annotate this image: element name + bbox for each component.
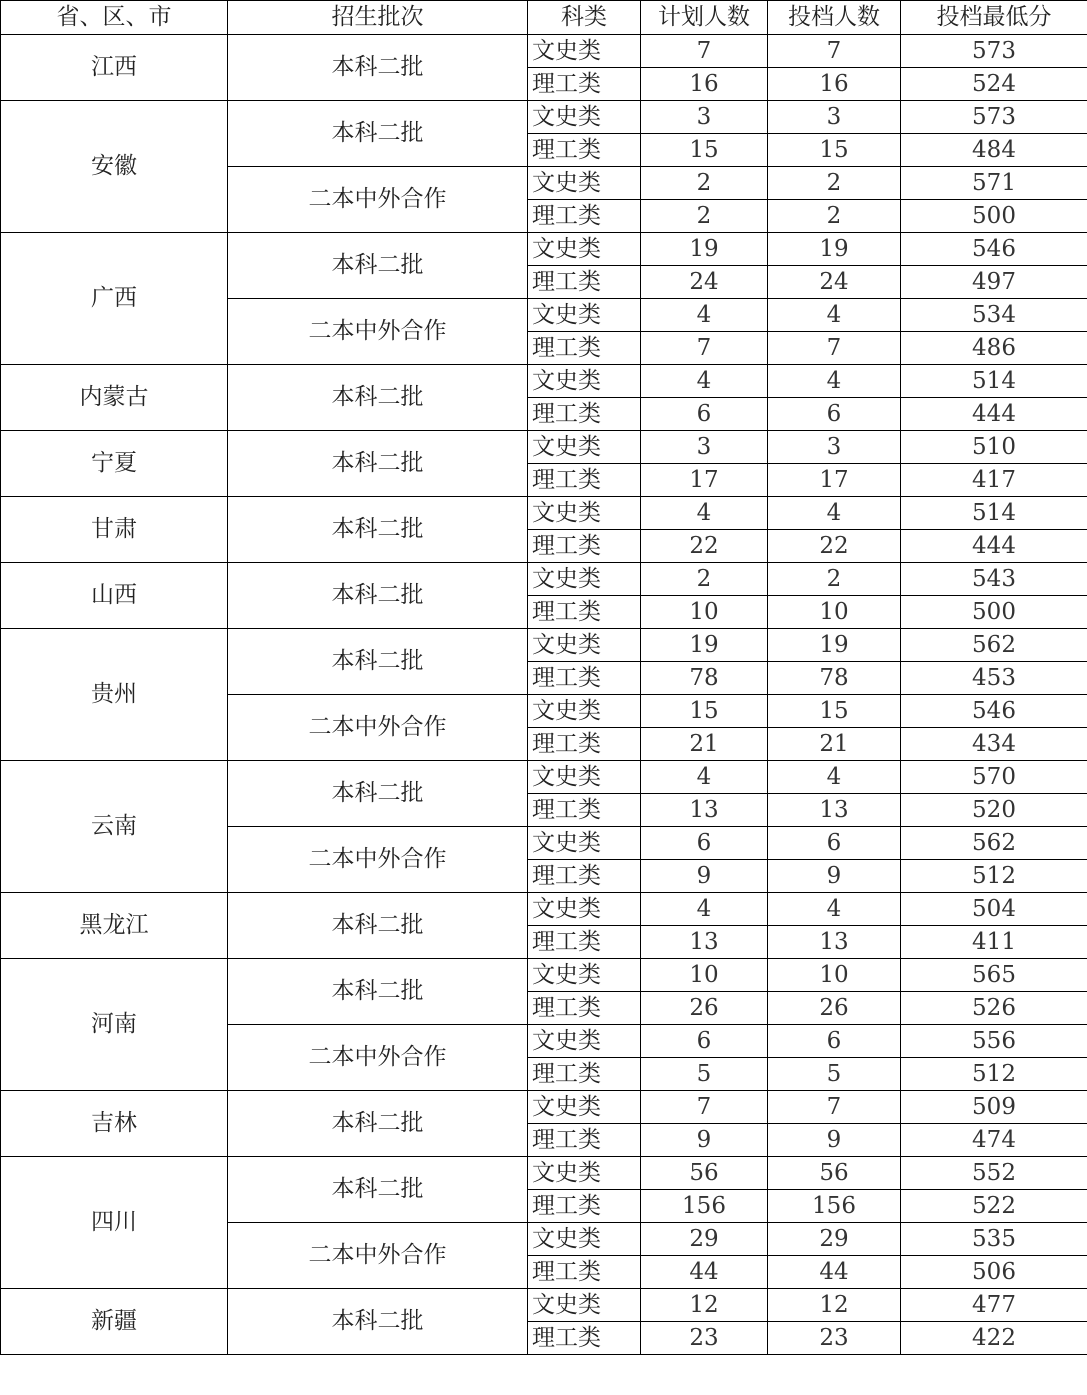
planned-cell: 26 xyxy=(641,992,768,1025)
batch-cell: 本科二批 xyxy=(228,959,528,1025)
planned-cell: 13 xyxy=(641,794,768,827)
table-row xyxy=(1,35,1087,68)
admitted-cell: 21 xyxy=(768,728,901,761)
min-score-cell: 514 xyxy=(901,497,1087,530)
category-cell: 文史类 xyxy=(528,299,641,332)
min-score-cell: 573 xyxy=(901,35,1087,68)
min-score-cell: 422 xyxy=(901,1322,1087,1355)
category-cell: 文史类 xyxy=(528,1223,641,1256)
province-cell: 广西 xyxy=(1,233,228,365)
category-cell: 文史类 xyxy=(528,1025,641,1058)
category-cell: 理工类 xyxy=(528,68,641,101)
planned-cell: 3 xyxy=(641,101,768,134)
admitted-cell: 10 xyxy=(768,959,901,992)
category-cell: 文史类 xyxy=(528,1289,641,1322)
province-cell: 江西 xyxy=(1,35,228,101)
category-cell: 理工类 xyxy=(528,662,641,695)
planned-cell: 7 xyxy=(641,35,768,68)
min-score-cell: 543 xyxy=(901,563,1087,596)
batch-cell: 本科二批 xyxy=(228,1289,528,1355)
category-cell: 文史类 xyxy=(528,1091,641,1124)
province-cell: 新疆 xyxy=(1,1289,228,1355)
province-cell: 吉林 xyxy=(1,1091,228,1157)
planned-cell: 78 xyxy=(641,662,768,695)
category-cell: 文史类 xyxy=(528,101,641,134)
min-score-cell: 417 xyxy=(901,464,1087,497)
batch-cell: 本科二批 xyxy=(228,761,528,827)
min-score-cell: 411 xyxy=(901,926,1087,959)
province-cell: 甘肃 xyxy=(1,497,228,563)
admitted-cell: 2 xyxy=(768,200,901,233)
min-score-cell: 526 xyxy=(901,992,1087,1025)
category-cell: 文史类 xyxy=(528,35,641,68)
planned-cell: 22 xyxy=(641,530,768,563)
min-score-cell: 573 xyxy=(901,101,1087,134)
min-score-cell: 524 xyxy=(901,68,1087,101)
category-cell: 文史类 xyxy=(528,695,641,728)
min-score-cell: 565 xyxy=(901,959,1087,992)
planned-cell: 29 xyxy=(641,1223,768,1256)
planned-cell: 13 xyxy=(641,926,768,959)
admitted-cell: 16 xyxy=(768,68,901,101)
min-score-cell: 512 xyxy=(901,1058,1087,1091)
batch-cell: 本科二批 xyxy=(228,893,528,959)
table-row xyxy=(1,629,1087,662)
category-cell: 理工类 xyxy=(528,266,641,299)
batch-cell: 本科二批 xyxy=(228,1091,528,1157)
admitted-cell: 3 xyxy=(768,431,901,464)
planned-cell: 4 xyxy=(641,365,768,398)
planned-cell: 4 xyxy=(641,299,768,332)
province-cell: 贵州 xyxy=(1,629,228,761)
category-cell: 文史类 xyxy=(528,233,641,266)
admitted-cell: 2 xyxy=(768,167,901,200)
min-score-cell: 512 xyxy=(901,860,1087,893)
planned-cell: 6 xyxy=(641,398,768,431)
planned-cell: 21 xyxy=(641,728,768,761)
admitted-cell: 12 xyxy=(768,1289,901,1322)
category-cell: 文史类 xyxy=(528,761,641,794)
category-cell: 理工类 xyxy=(528,794,641,827)
batch-cell: 本科二批 xyxy=(228,1157,528,1223)
batch-cell: 本科二批 xyxy=(228,101,528,167)
table-row xyxy=(1,497,1087,530)
table-row xyxy=(1,233,1087,266)
batch-cell: 二本中外合作 xyxy=(228,167,528,233)
planned-cell: 2 xyxy=(641,167,768,200)
admitted-cell: 7 xyxy=(768,332,901,365)
category-cell: 文史类 xyxy=(528,1157,641,1190)
category-cell: 理工类 xyxy=(528,134,641,167)
category-cell: 理工类 xyxy=(528,530,641,563)
min-score-cell: 510 xyxy=(901,431,1087,464)
table-body xyxy=(1,35,1087,1355)
min-score-cell: 500 xyxy=(901,200,1087,233)
batch-cell: 本科二批 xyxy=(228,35,528,101)
category-cell: 理工类 xyxy=(528,464,641,497)
planned-cell: 2 xyxy=(641,563,768,596)
min-score-cell: 453 xyxy=(901,662,1087,695)
province-cell: 黑龙江 xyxy=(1,893,228,959)
planned-cell: 10 xyxy=(641,959,768,992)
admitted-cell: 13 xyxy=(768,926,901,959)
table-row xyxy=(1,1157,1087,1190)
planned-cell: 5 xyxy=(641,1058,768,1091)
planned-cell: 15 xyxy=(641,695,768,728)
min-score-cell: 484 xyxy=(901,134,1087,167)
category-cell: 理工类 xyxy=(528,1190,641,1223)
planned-cell: 16 xyxy=(641,68,768,101)
admitted-cell: 19 xyxy=(768,233,901,266)
admitted-cell: 7 xyxy=(768,35,901,68)
min-score-cell: 506 xyxy=(901,1256,1087,1289)
batch-cell: 二本中外合作 xyxy=(228,695,528,761)
min-score-cell: 522 xyxy=(901,1190,1087,1223)
batch-cell: 二本中外合作 xyxy=(228,299,528,365)
planned-cell: 15 xyxy=(641,134,768,167)
header-planned: 计划人数 xyxy=(641,1,768,35)
planned-cell: 19 xyxy=(641,233,768,266)
min-score-cell: 562 xyxy=(901,827,1087,860)
min-score-cell: 546 xyxy=(901,695,1087,728)
admitted-cell: 7 xyxy=(768,1091,901,1124)
admitted-cell: 4 xyxy=(768,497,901,530)
admitted-cell: 4 xyxy=(768,365,901,398)
admitted-cell: 26 xyxy=(768,992,901,1025)
min-score-cell: 546 xyxy=(901,233,1087,266)
header-batch: 招生批次 xyxy=(228,1,528,35)
planned-cell: 2 xyxy=(641,200,768,233)
min-score-cell: 535 xyxy=(901,1223,1087,1256)
category-cell: 理工类 xyxy=(528,728,641,761)
min-score-cell: 497 xyxy=(901,266,1087,299)
min-score-cell: 571 xyxy=(901,167,1087,200)
admitted-cell: 22 xyxy=(768,530,901,563)
planned-cell: 7 xyxy=(641,1091,768,1124)
category-cell: 理工类 xyxy=(528,926,641,959)
planned-cell: 17 xyxy=(641,464,768,497)
admitted-cell: 44 xyxy=(768,1256,901,1289)
batch-cell: 本科二批 xyxy=(228,233,528,299)
min-score-cell: 552 xyxy=(901,1157,1087,1190)
planned-cell: 7 xyxy=(641,332,768,365)
category-cell: 文史类 xyxy=(528,629,641,662)
table-row xyxy=(1,431,1087,464)
category-cell: 文史类 xyxy=(528,167,641,200)
admitted-cell: 6 xyxy=(768,398,901,431)
planned-cell: 44 xyxy=(641,1256,768,1289)
admitted-cell: 10 xyxy=(768,596,901,629)
category-cell: 理工类 xyxy=(528,332,641,365)
admitted-cell: 156 xyxy=(768,1190,901,1223)
province-cell: 四川 xyxy=(1,1157,228,1289)
planned-cell: 10 xyxy=(641,596,768,629)
planned-cell: 4 xyxy=(641,893,768,926)
batch-cell: 本科二批 xyxy=(228,365,528,431)
admitted-cell: 6 xyxy=(768,1025,901,1058)
table-row xyxy=(1,959,1087,992)
category-cell: 理工类 xyxy=(528,1124,641,1157)
table-row xyxy=(1,563,1087,596)
header-admitted: 投档人数 xyxy=(768,1,901,35)
batch-cell: 本科二批 xyxy=(228,431,528,497)
admitted-cell: 15 xyxy=(768,695,901,728)
province-cell: 山西 xyxy=(1,563,228,629)
planned-cell: 6 xyxy=(641,1025,768,1058)
category-cell: 理工类 xyxy=(528,1058,641,1091)
category-cell: 理工类 xyxy=(528,596,641,629)
admitted-cell: 6 xyxy=(768,827,901,860)
min-score-cell: 474 xyxy=(901,1124,1087,1157)
admitted-cell: 24 xyxy=(768,266,901,299)
batch-cell: 二本中外合作 xyxy=(228,827,528,893)
admitted-cell: 13 xyxy=(768,794,901,827)
admitted-cell: 5 xyxy=(768,1058,901,1091)
planned-cell: 4 xyxy=(641,761,768,794)
planned-cell: 12 xyxy=(641,1289,768,1322)
batch-cell: 二本中外合作 xyxy=(228,1025,528,1091)
admitted-cell: 4 xyxy=(768,893,901,926)
min-score-cell: 444 xyxy=(901,398,1087,431)
planned-cell: 9 xyxy=(641,1124,768,1157)
category-cell: 文史类 xyxy=(528,893,641,926)
planned-cell: 24 xyxy=(641,266,768,299)
min-score-cell: 477 xyxy=(901,1289,1087,1322)
admitted-cell: 3 xyxy=(768,101,901,134)
min-score-cell: 444 xyxy=(901,530,1087,563)
min-score-cell: 562 xyxy=(901,629,1087,662)
planned-cell: 19 xyxy=(641,629,768,662)
min-score-cell: 434 xyxy=(901,728,1087,761)
header-row xyxy=(1,1,1087,35)
planned-cell: 3 xyxy=(641,431,768,464)
min-score-cell: 486 xyxy=(901,332,1087,365)
admitted-cell: 9 xyxy=(768,1124,901,1157)
admitted-cell: 23 xyxy=(768,1322,901,1355)
category-cell: 文史类 xyxy=(528,563,641,596)
min-score-cell: 509 xyxy=(901,1091,1087,1124)
planned-cell: 9 xyxy=(641,860,768,893)
province-cell: 河南 xyxy=(1,959,228,1091)
table-row xyxy=(1,365,1087,398)
table-row xyxy=(1,893,1087,926)
batch-cell: 本科二批 xyxy=(228,563,528,629)
category-cell: 理工类 xyxy=(528,1322,641,1355)
category-cell: 理工类 xyxy=(528,1256,641,1289)
min-score-cell: 504 xyxy=(901,893,1087,926)
planned-cell: 4 xyxy=(641,497,768,530)
admitted-cell: 19 xyxy=(768,629,901,662)
admitted-cell: 17 xyxy=(768,464,901,497)
header-min-score: 投档最低分 xyxy=(901,1,1087,35)
batch-cell: 本科二批 xyxy=(228,497,528,563)
category-cell: 理工类 xyxy=(528,992,641,1025)
planned-cell: 6 xyxy=(641,827,768,860)
category-cell: 理工类 xyxy=(528,860,641,893)
category-cell: 文史类 xyxy=(528,959,641,992)
category-cell: 文史类 xyxy=(528,431,641,464)
min-score-cell: 520 xyxy=(901,794,1087,827)
min-score-cell: 500 xyxy=(901,596,1087,629)
table-row xyxy=(1,101,1087,134)
table-row xyxy=(1,1091,1087,1124)
admitted-cell: 15 xyxy=(768,134,901,167)
batch-cell: 二本中外合作 xyxy=(228,1223,528,1289)
admitted-cell: 29 xyxy=(768,1223,901,1256)
category-cell: 理工类 xyxy=(528,398,641,431)
header-province: 省、区、市 xyxy=(1,1,228,35)
admitted-cell: 78 xyxy=(768,662,901,695)
table-row xyxy=(1,1289,1087,1322)
admitted-cell: 2 xyxy=(768,563,901,596)
category-cell: 理工类 xyxy=(528,200,641,233)
min-score-cell: 570 xyxy=(901,761,1087,794)
batch-cell: 本科二批 xyxy=(228,629,528,695)
admitted-cell: 4 xyxy=(768,299,901,332)
province-cell: 云南 xyxy=(1,761,228,893)
planned-cell: 156 xyxy=(641,1190,768,1223)
table-row xyxy=(1,761,1087,794)
province-cell: 内蒙古 xyxy=(1,365,228,431)
category-cell: 文史类 xyxy=(528,497,641,530)
planned-cell: 56 xyxy=(641,1157,768,1190)
admitted-cell: 4 xyxy=(768,761,901,794)
province-cell: 宁夏 xyxy=(1,431,228,497)
min-score-cell: 556 xyxy=(901,1025,1087,1058)
planned-cell: 23 xyxy=(641,1322,768,1355)
admitted-cell: 9 xyxy=(768,860,901,893)
min-score-cell: 534 xyxy=(901,299,1087,332)
category-cell: 文史类 xyxy=(528,365,641,398)
admitted-cell: 56 xyxy=(768,1157,901,1190)
min-score-cell: 514 xyxy=(901,365,1087,398)
header-category: 科类 xyxy=(528,1,641,35)
province-cell: 安徽 xyxy=(1,101,228,233)
category-cell: 文史类 xyxy=(528,827,641,860)
